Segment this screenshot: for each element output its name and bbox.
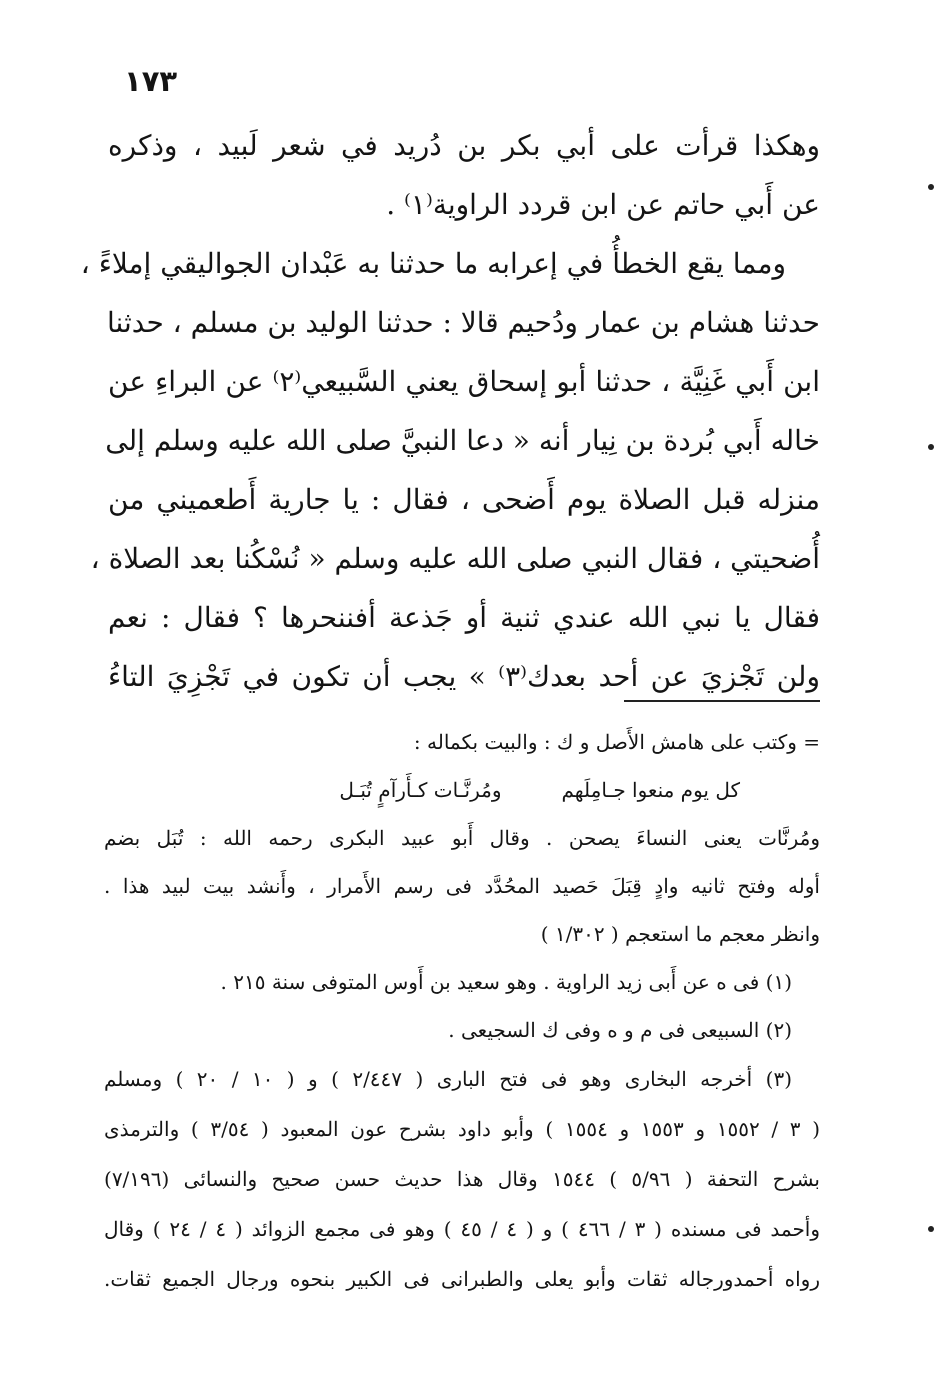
- main-line-5: ابن أَبي غَنِيَّة ، حدثنا أبو إسحاق يعني السَّبيعي⁽٢⁾ عن البراءِ عن: [108, 365, 820, 398]
- main-line-6: خاله أَبي بُردة بن نِيار أنه « دعا النبيَّ صلى الله عليه وسلم إلى: [105, 424, 820, 457]
- footnote-3-line-4: وأحمد فى مسنده ( ٣ / ٤٦٦ ) و ( ٤ / ٤٥ ) وهو فى مجمع الزوائد ( ٤ / ٢٤ ) وقال: [104, 1217, 821, 1241]
- main-line-10: ولن تَجْزيَ عن أحد بعدك⁽٣⁾ » يجب أن تكون في تَجْزِيَ التاءُ: [108, 660, 820, 693]
- commentary-line-3: وانظر معجم ما استعجم ( ١/٣٠٢ ): [540, 922, 820, 946]
- verse-first-hemistich: كل يوم منعوا جـامِلَهم: [561, 778, 740, 802]
- main-line-9: فقال يا نبي الله عندي ثنية أو جَذعة أفننحرها ؟ فقال : نعم: [108, 601, 820, 634]
- main-line-1: وهكذا قرأت على أبي بكر بن دُريد في شعر لَبيد ، وذكره: [108, 129, 820, 162]
- main-line-8: أُضحيتي ، فقال النبي صلى الله عليه وسلم « نُسْكُنا بعد الصلاة ،: [90, 542, 820, 575]
- margin-mark: [928, 444, 934, 450]
- footnote-1: (١) فى ه عن أَبى زيد الراوية . وهو سعيد بن أَوس المتوفى سنة ٢١٥ .: [220, 970, 792, 994]
- footnote-3-line-1: (٣) أخرجه البخارى وهو فى فتح البارى ( ٢/٤٤٧ ) و ( ١٠ / ٢٠ ) ومسلم: [104, 1067, 793, 1091]
- main-text: [80, 116, 820, 706]
- footnote-3-line-2: ( ٣ / ١٥٥٢ و ١٥٥٣ و ١٥٥٤ ) وأبو داود بشرح عون المعبود ( ٣/٥٤ ) والترمذى: [104, 1117, 821, 1141]
- footnote-separator: [624, 700, 820, 702]
- main-line-4: حدثنا هشام بن عمار ودُحيم قالا : حدثنا الوليد بن مسلم ، حدثنا: [107, 306, 820, 339]
- margin-mark: [928, 1226, 934, 1232]
- margin-mark: [928, 184, 934, 190]
- main-line-3: ومما يقع الخطأُ في إعرابه ما حدثنا به عَبْدان الجواليقي إملاءً ،: [80, 247, 786, 280]
- main-line-2: عن أَبي حاتم عن ابن قردد الراوية⁽١⁾ .: [386, 188, 820, 221]
- footnote-2: (٢) السبيعى فى م و ه وفى ك السجيعى .: [448, 1018, 792, 1042]
- footnote-3-line-3: بشرح التحفة ( ٥/٩٦ ) ١٥٤٤ وقال هذا حديث حسن صحيح والنسائى (٧/١٩٦): [104, 1167, 820, 1191]
- commentary-line-2: أوله وفتح ثانيه وادٍ قِبَلَ حَصيد المحُدَّد فى رسم الأَمرار ، وأَنشد بيت لبيد هذا .: [104, 874, 820, 898]
- main-line-7: منزله قبل الصلاة يوم أَضحى ، فقال : يا جارية أَطعميني من: [108, 483, 820, 516]
- footnote-continuation: = وكتب على هامش الأَصل و ك : والبيت بكماله :: [413, 730, 820, 754]
- verse-second-hemistich: ومُرنَّـات كـأَرآمٍ تُبَـل: [339, 778, 502, 802]
- commentary-line-1: ومُرنَّات يعنى النساءَ يصحن . وقال أَبو عبيد البكرى رحمه الله : تُبَل بضم: [104, 826, 820, 850]
- verse-gap: [502, 766, 562, 814]
- footnote-3-line-5: رواه أحمدورجاله ثقات وأبو يعلى والطبرانى فى الكبير بنحوه ورجال الجميع ثقات.: [104, 1267, 820, 1291]
- verse-line: [104, 766, 820, 814]
- page-number: ١٧٣: [124, 64, 178, 98]
- footnotes: [104, 718, 820, 1304]
